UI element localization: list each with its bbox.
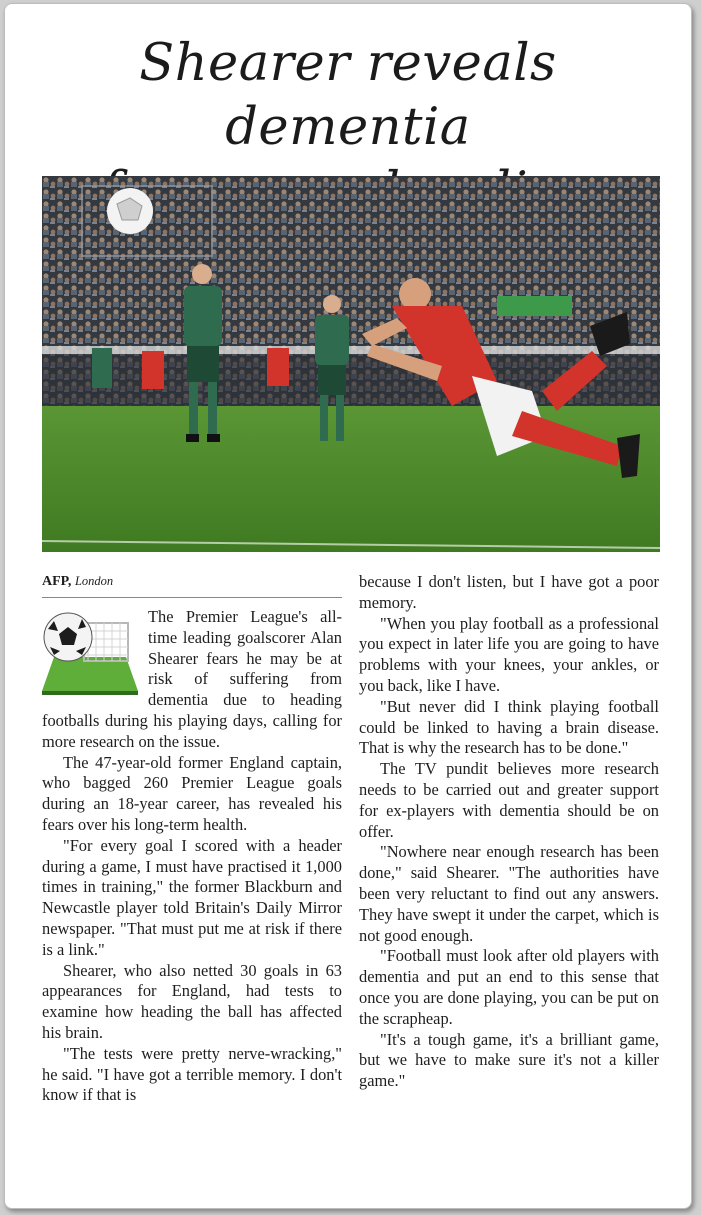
paragraph: "For every goal I scored with a header during a game, I must have practised it 1,000 times in training," the former Blackburn and Newcastle player told Britain's Daily Mirror newspaper. "That must put me at risk if there is a link.": [42, 835, 342, 959]
byline-agency: AFP,: [42, 574, 72, 589]
paragraph: "Nowhere near enough research has been done," said Shearer. "The authorities have been very reluctant to find out any answers. They have swept it under the carpet, which is not good enough.: [359, 842, 659, 945]
byline-location: London: [74, 574, 114, 588]
paragraph: The Premier League's all-time leading goalscorer Alan Shearer fears he may be at risk of suffering from dementia due to heading footballs during his playing days, calling for more research on the issue.: [42, 607, 342, 751]
article-column-left: [42, 572, 342, 1106]
paragraph: "The tests were pretty nerve-wracking," he said. "I have got a terrible memory. I don't know if that is: [42, 1043, 342, 1105]
paragraph: "But never did I think playing football could be linked to having a brain disease. That is why the research has to be done.": [359, 696, 659, 758]
paragraph: Shearer, who also netted 30 goals in 63 appearances for England, had tests to examine how heading the ball has affected his brain.: [42, 960, 342, 1042]
newspaper-clipping: [4, 3, 692, 1209]
article-column-right: [359, 572, 659, 1092]
paragraph: The 47-year-old former England captain, who bagged 260 Premier League goals during an 18-year career, has revealed his fears over his long-term health.: [42, 752, 342, 834]
soccer-ball-goal-icon: [42, 607, 142, 695]
paragraph: "It's a tough game, it's a brilliant game, but we have to make sure it's not a killer game.": [359, 1029, 659, 1091]
paragraph: "Football must look after old players with dementia and put an end to this sense that once you are done playing, you can be put on the scrapheap.: [359, 946, 659, 1028]
football-header-photo: [42, 176, 660, 552]
paragraph: "When you play football as a professional you expect in later life you are going to have problems with your knees, your ankles, or you back, like I have.: [359, 613, 659, 695]
headline-line-1: Shearer reveals dementia: [139, 34, 557, 157]
paragraph: The TV pundit believes more research needs to be carried out and greater support for ex-players with dementia should be on offer.: [359, 759, 659, 841]
paragraph: because I don't listen, but I have got a poor memory.: [359, 572, 659, 612]
byline: [42, 572, 342, 598]
